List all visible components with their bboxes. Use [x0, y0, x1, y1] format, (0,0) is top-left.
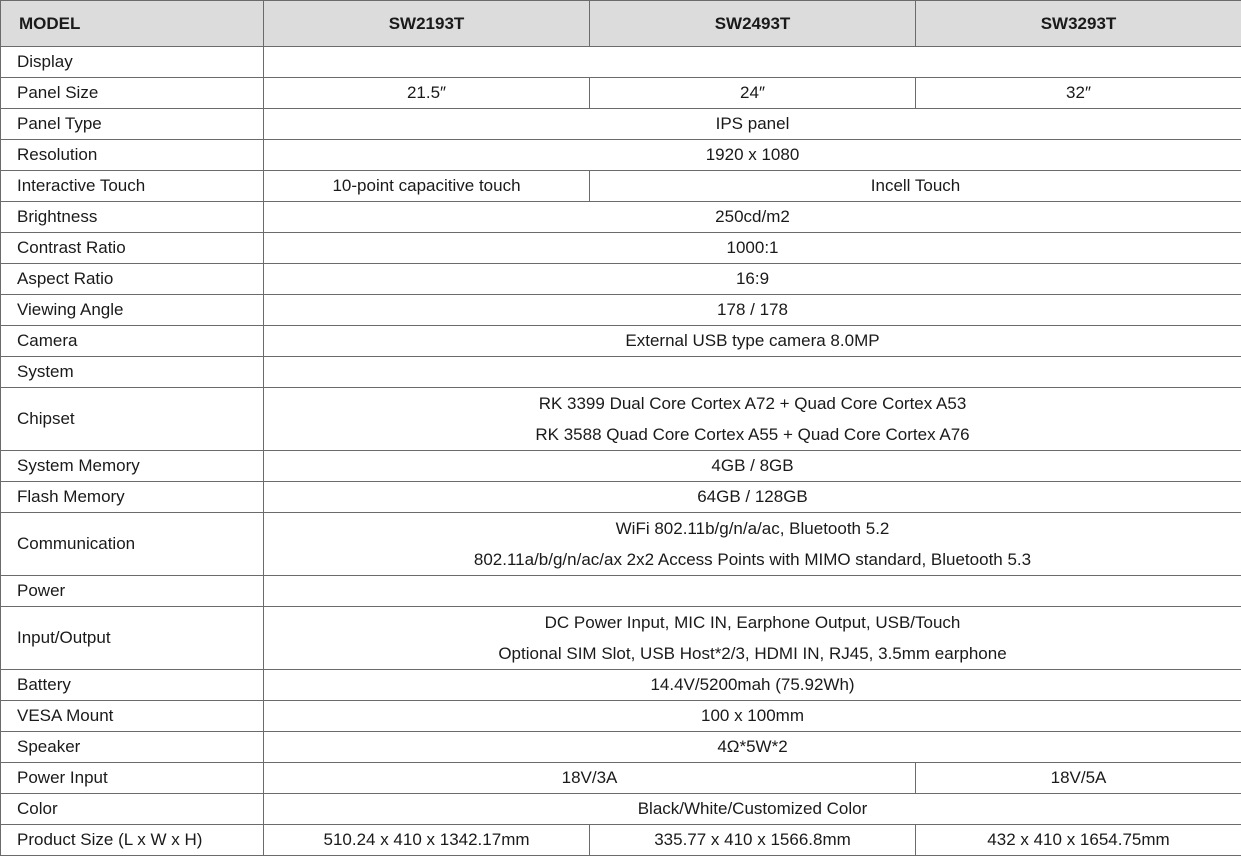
table-row: [1, 109, 1241, 140]
cell-value: 21.5″: [264, 78, 590, 109]
cell-value: 10-point capacitive touch: [264, 171, 590, 202]
table-row: [1, 202, 1241, 233]
table-row: [1, 171, 1241, 202]
cell-value: 24″: [590, 78, 916, 109]
section-display-row: [1, 47, 1241, 78]
table-row: [1, 670, 1241, 701]
model-header: MODEL: [1, 1, 264, 47]
cell-value: 510.24 x 410 x 1342.17mm: [264, 825, 590, 856]
table-row: [1, 295, 1241, 326]
header-row: [1, 1, 1241, 47]
row-label: Product Size (L x W x H): [1, 825, 264, 856]
cell-value: 64GB / 128GB: [264, 482, 1241, 513]
section-system-row: [1, 357, 1241, 388]
row-label: Speaker: [1, 732, 264, 763]
row-label: Interactive Touch: [1, 171, 264, 202]
cell-value: 18V/5A: [916, 763, 1241, 794]
chipset-line-1: RK 3399 Dual Core Cortex A72 + Quad Core Cortex A53: [538, 394, 967, 413]
cell-value: 1000:1: [264, 233, 1241, 264]
table-row: [1, 763, 1241, 794]
section-label: Display: [1, 47, 264, 78]
cell-value: 1920 x 1080: [264, 140, 1241, 171]
cell-value: 432 x 410 x 1654.75mm: [916, 825, 1241, 856]
section-power-row: [1, 576, 1241, 607]
table-row: [1, 388, 1241, 451]
cell-value: 335.77 x 410 x 1566.8mm: [590, 825, 916, 856]
table-row: [1, 794, 1241, 825]
row-label: Viewing Angle: [1, 295, 264, 326]
row-label: Resolution: [1, 140, 264, 171]
row-label: Brightness: [1, 202, 264, 233]
cell-value: Incell Touch: [590, 171, 1241, 202]
row-label: Camera: [1, 326, 264, 357]
communication-line-2: 802.11a/b/g/n/ac/ax 2x2 Access Points with MIMO standard, Bluetooth 5.3: [473, 550, 1032, 569]
table-row: [1, 701, 1241, 732]
row-label: Panel Type: [1, 109, 264, 140]
cell-value: 16:9: [264, 264, 1241, 295]
model-sw2493t-header: SW2493T: [590, 1, 916, 47]
row-label: Color: [1, 794, 264, 825]
cell-value: 14.4V/5200mah (75.92Wh): [264, 670, 1241, 701]
cell-value: 250cd/m2: [264, 202, 1241, 233]
cell-value: 4GB / 8GB: [264, 451, 1241, 482]
row-label: Power Input: [1, 763, 264, 794]
row-label: Communication: [1, 513, 264, 576]
table-row: [1, 264, 1241, 295]
cell-value: IPS panel: [264, 109, 1241, 140]
table-row: [1, 326, 1241, 357]
row-label: VESA Mount: [1, 701, 264, 732]
cell-value: 32″: [916, 78, 1241, 109]
cell-value: 18V/3A: [264, 763, 916, 794]
row-label: Input/Output: [1, 607, 264, 670]
cell-value: [264, 607, 1241, 670]
cell-value: 100 x 100mm: [264, 701, 1241, 732]
model-sw3293t-header: SW3293T: [916, 1, 1241, 47]
row-label: Flash Memory: [1, 482, 264, 513]
row-label: Panel Size: [1, 78, 264, 109]
section-label: System: [1, 357, 264, 388]
row-label: Contrast Ratio: [1, 233, 264, 264]
section-label: Power: [1, 576, 264, 607]
chipset-line-2: RK 3588 Quad Core Cortex A55 + Quad Core Cortex A76: [535, 425, 970, 444]
table-row: [1, 825, 1241, 856]
cell-value: 178 / 178: [264, 295, 1241, 326]
table-row: [1, 451, 1241, 482]
empty-cell: [264, 357, 1241, 388]
row-label: Aspect Ratio: [1, 264, 264, 295]
table-row: [1, 513, 1241, 576]
table-row: [1, 482, 1241, 513]
row-label: System Memory: [1, 451, 264, 482]
table-row: [1, 732, 1241, 763]
table-row: [1, 140, 1241, 171]
empty-cell: [264, 576, 1241, 607]
communication-line-1: WiFi 802.11b/g/n/a/ac, Bluetooth 5.2: [615, 519, 890, 538]
input-output-line-2: Optional SIM Slot, USB Host*2/3, HDMI IN, RJ45, 3.5mm earphone: [498, 644, 1007, 663]
empty-cell: [264, 47, 1241, 78]
cell-value: [264, 513, 1241, 576]
cell-value: Black/White/Customized Color: [264, 794, 1241, 825]
cell-value: [264, 388, 1241, 451]
cell-value: External USB type camera 8.0MP: [264, 326, 1241, 357]
table-row: [1, 233, 1241, 264]
table-row: [1, 78, 1241, 109]
row-label: Chipset: [1, 388, 264, 451]
model-sw2193t-header: SW2193T: [264, 1, 590, 47]
row-label: Battery: [1, 670, 264, 701]
cell-value: 4Ω*5W*2: [264, 732, 1241, 763]
table-row: [1, 607, 1241, 670]
input-output-line-1: DC Power Input, MIC IN, Earphone Output, USB/Touch: [544, 613, 961, 632]
